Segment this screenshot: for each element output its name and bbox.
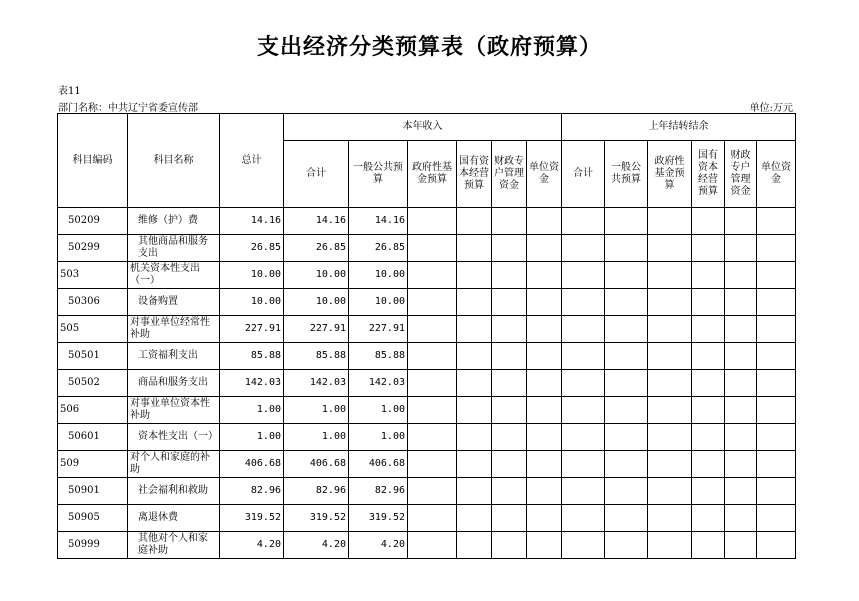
cell-empty	[757, 451, 796, 478]
cell-empty	[725, 424, 757, 451]
cell-empty	[492, 451, 527, 478]
cell-code: 505	[58, 316, 128, 343]
header-name: 科目名称	[128, 114, 220, 208]
cell-empty	[527, 235, 562, 262]
cell-empty	[562, 532, 605, 559]
cell-name: 社会福利和救助	[128, 478, 220, 505]
cell-total: 406.68	[220, 451, 284, 478]
cell-empty	[457, 262, 492, 289]
table-row	[58, 370, 796, 397]
cell-total: 1.00	[220, 397, 284, 424]
cell-code: 50601	[58, 424, 128, 451]
cell-code: 50501	[58, 343, 128, 370]
cell-empty	[648, 235, 692, 262]
cell-empty	[527, 451, 562, 478]
cell-empty	[408, 316, 457, 343]
header-prior-special-account: 财政专户管理资金	[725, 141, 757, 208]
cell-name: 离退休费	[128, 505, 220, 532]
cell-cur-sum: 85.88	[284, 343, 349, 370]
cell-empty	[692, 262, 725, 289]
cell-name: 其他对个人和家庭补助	[128, 532, 220, 559]
cell-name: 其他商品和服务支出	[128, 235, 220, 262]
table-row	[58, 289, 796, 316]
header-prior-state-capital: 国有资本经营预算	[692, 141, 725, 208]
header-prior-unit-funds: 单位资金	[757, 141, 796, 208]
header-cur-general: 一般公共预算	[349, 141, 408, 208]
cell-empty	[457, 289, 492, 316]
cell-empty	[648, 316, 692, 343]
cell-empty	[605, 370, 648, 397]
cell-empty	[527, 289, 562, 316]
header-prior-fund: 政府性基金预算	[648, 141, 692, 208]
cell-empty	[527, 478, 562, 505]
cell-empty	[692, 370, 725, 397]
cell-cur-sum: 10.00	[284, 262, 349, 289]
cell-empty	[692, 397, 725, 424]
table-row	[58, 235, 796, 262]
cell-empty	[725, 316, 757, 343]
cell-empty	[457, 505, 492, 532]
cell-empty	[605, 235, 648, 262]
cell-empty	[408, 370, 457, 397]
cell-empty	[562, 208, 605, 235]
cell-empty	[692, 451, 725, 478]
cell-empty	[605, 343, 648, 370]
cell-cur-general: 26.85	[349, 235, 408, 262]
cell-total: 82.96	[220, 478, 284, 505]
cell-empty	[725, 235, 757, 262]
cell-empty	[725, 505, 757, 532]
cell-empty	[527, 316, 562, 343]
table-row	[58, 505, 796, 532]
cell-empty	[457, 532, 492, 559]
cell-total: 142.03	[220, 370, 284, 397]
header-cur-sum: 合计	[284, 141, 349, 208]
cell-code: 50306	[58, 289, 128, 316]
cell-cur-general: 82.96	[349, 478, 408, 505]
cell-code: 50299	[58, 235, 128, 262]
cell-empty	[457, 397, 492, 424]
cell-empty	[757, 289, 796, 316]
table-number: 表11	[58, 86, 81, 97]
cell-code: 50905	[58, 505, 128, 532]
table-row	[58, 532, 796, 559]
cell-name: 资本性支出（一）	[128, 424, 220, 451]
cell-empty	[527, 424, 562, 451]
cell-name: 对事业单位资本性补助	[128, 397, 220, 424]
page-title: 支出经济分类预算表（政府预算）	[256, 34, 602, 60]
cell-empty	[527, 370, 562, 397]
cell-empty	[492, 370, 527, 397]
cell-empty	[527, 505, 562, 532]
cell-cur-general: 10.00	[349, 262, 408, 289]
budget-table	[57, 113, 796, 559]
cell-cur-general: 227.91	[349, 316, 408, 343]
cell-empty	[457, 424, 492, 451]
cell-cur-general: 4.20	[349, 532, 408, 559]
table-row	[58, 262, 796, 289]
cell-empty	[492, 289, 527, 316]
cell-empty	[562, 424, 605, 451]
header-prior-sum: 合计	[562, 141, 605, 208]
cell-empty	[457, 478, 492, 505]
header-prior-general: 一般公共预算	[605, 141, 648, 208]
cell-empty	[757, 424, 796, 451]
cell-empty	[648, 289, 692, 316]
cell-empty	[725, 397, 757, 424]
cell-cur-general: 319.52	[349, 505, 408, 532]
cell-empty	[562, 316, 605, 343]
cell-total: 85.88	[220, 343, 284, 370]
cell-empty	[492, 235, 527, 262]
cell-empty	[648, 370, 692, 397]
table-row	[58, 343, 796, 370]
cell-empty	[492, 343, 527, 370]
cell-empty	[408, 343, 457, 370]
cell-empty	[725, 370, 757, 397]
cell-empty	[692, 316, 725, 343]
cell-empty	[408, 262, 457, 289]
cell-empty	[757, 478, 796, 505]
cell-empty	[605, 505, 648, 532]
cell-empty	[605, 424, 648, 451]
cell-empty	[492, 424, 527, 451]
cell-cur-sum: 4.20	[284, 532, 349, 559]
cell-empty	[648, 532, 692, 559]
cell-empty	[492, 478, 527, 505]
cell-empty	[757, 208, 796, 235]
table-row	[58, 451, 796, 478]
header-code: 科目编码	[58, 114, 128, 208]
header-cur-state-capital: 国有资本经营预算	[457, 141, 492, 208]
cell-cur-sum: 10.00	[284, 289, 349, 316]
cell-empty	[725, 289, 757, 316]
cell-code: 50209	[58, 208, 128, 235]
cell-name: 工资福利支出	[128, 343, 220, 370]
header-cur-special-account: 财政专户管理资金	[492, 141, 527, 208]
cell-cur-sum: 1.00	[284, 397, 349, 424]
cell-cur-general: 10.00	[349, 289, 408, 316]
cell-empty	[527, 262, 562, 289]
cell-empty	[492, 316, 527, 343]
cell-empty	[562, 505, 605, 532]
cell-empty	[648, 208, 692, 235]
cell-empty	[757, 235, 796, 262]
cell-empty	[408, 235, 457, 262]
cell-empty	[692, 478, 725, 505]
cell-total: 10.00	[220, 289, 284, 316]
cell-empty	[562, 397, 605, 424]
cell-empty	[562, 451, 605, 478]
cell-empty	[457, 343, 492, 370]
cell-empty	[457, 370, 492, 397]
cell-empty	[457, 451, 492, 478]
table-body	[58, 208, 796, 559]
cell-empty	[457, 208, 492, 235]
cell-empty	[757, 370, 796, 397]
table-row	[58, 316, 796, 343]
cell-empty	[757, 532, 796, 559]
cell-empty	[648, 397, 692, 424]
cell-empty	[527, 532, 562, 559]
table-row	[58, 424, 796, 451]
cell-total: 4.20	[220, 532, 284, 559]
cell-empty	[757, 505, 796, 532]
cell-cur-general: 85.88	[349, 343, 408, 370]
cell-empty	[605, 451, 648, 478]
cell-empty	[408, 424, 457, 451]
cell-empty	[527, 343, 562, 370]
cell-cur-sum: 82.96	[284, 478, 349, 505]
cell-cur-sum: 26.85	[284, 235, 349, 262]
cell-cur-general: 406.68	[349, 451, 408, 478]
cell-code: 506	[58, 397, 128, 424]
cell-empty	[725, 478, 757, 505]
cell-empty	[648, 424, 692, 451]
cell-empty	[725, 343, 757, 370]
cell-empty	[408, 451, 457, 478]
cell-cur-general: 1.00	[349, 397, 408, 424]
cell-empty	[562, 289, 605, 316]
cell-empty	[562, 262, 605, 289]
cell-name: 对事业单位经常性补助	[128, 316, 220, 343]
cell-empty	[725, 532, 757, 559]
department-name: 部门名称：中共辽宁省委宣传部	[58, 103, 198, 114]
cell-cur-general: 1.00	[349, 424, 408, 451]
table-row	[58, 397, 796, 424]
cell-empty	[757, 343, 796, 370]
cell-cur-general: 142.03	[349, 370, 408, 397]
cell-empty	[562, 370, 605, 397]
cell-empty	[692, 289, 725, 316]
cell-empty	[457, 316, 492, 343]
cell-cur-general: 14.16	[349, 208, 408, 235]
cell-name: 维修（护）费	[128, 208, 220, 235]
cell-empty	[692, 343, 725, 370]
cell-empty	[757, 397, 796, 424]
table-row	[58, 478, 796, 505]
cell-empty	[605, 316, 648, 343]
cell-empty	[492, 397, 527, 424]
cell-cur-sum: 14.16	[284, 208, 349, 235]
header-current-income: 本年收入	[284, 114, 562, 141]
cell-name: 设备购置	[128, 289, 220, 316]
cell-empty	[648, 451, 692, 478]
cell-empty	[408, 532, 457, 559]
cell-empty	[605, 478, 648, 505]
cell-empty	[725, 262, 757, 289]
cell-total: 319.52	[220, 505, 284, 532]
cell-name: 机关资本性支出（一）	[128, 262, 220, 289]
cell-cur-sum: 319.52	[284, 505, 349, 532]
cell-empty	[562, 343, 605, 370]
cell-cur-sum: 142.03	[284, 370, 349, 397]
cell-empty	[692, 505, 725, 532]
cell-empty	[527, 397, 562, 424]
cell-empty	[408, 289, 457, 316]
cell-empty	[692, 424, 725, 451]
cell-empty	[725, 208, 757, 235]
cell-code: 50901	[58, 478, 128, 505]
cell-empty	[492, 208, 527, 235]
cell-empty	[692, 208, 725, 235]
header-cur-unit-funds: 单位资金	[527, 141, 562, 208]
cell-empty	[757, 262, 796, 289]
cell-code: 509	[58, 451, 128, 478]
cell-total: 26.85	[220, 235, 284, 262]
cell-empty	[527, 208, 562, 235]
cell-empty	[492, 505, 527, 532]
cell-empty	[725, 451, 757, 478]
cell-empty	[605, 397, 648, 424]
cell-empty	[457, 235, 492, 262]
cell-empty	[605, 532, 648, 559]
cell-empty	[492, 532, 527, 559]
cell-total: 1.00	[220, 424, 284, 451]
cell-cur-sum: 1.00	[284, 424, 349, 451]
cell-cur-sum: 406.68	[284, 451, 349, 478]
cell-empty	[492, 262, 527, 289]
cell-total: 14.16	[220, 208, 284, 235]
cell-empty	[605, 289, 648, 316]
cell-empty	[408, 208, 457, 235]
cell-empty	[562, 235, 605, 262]
cell-code: 503	[58, 262, 128, 289]
cell-empty	[562, 478, 605, 505]
header-total: 总计	[220, 114, 284, 208]
cell-total: 227.91	[220, 316, 284, 343]
cell-empty	[408, 505, 457, 532]
cell-empty	[648, 262, 692, 289]
cell-empty	[408, 478, 457, 505]
cell-cur-sum: 227.91	[284, 316, 349, 343]
cell-empty	[408, 397, 457, 424]
header-cur-fund: 政府性基金预算	[408, 141, 457, 208]
cell-name: 商品和服务支出	[128, 370, 220, 397]
cell-empty	[648, 505, 692, 532]
header-prior-carryover: 上年结转结余	[562, 114, 796, 141]
cell-name: 对个人和家庭的补助	[128, 451, 220, 478]
cell-empty	[692, 235, 725, 262]
cell-empty	[648, 343, 692, 370]
cell-code: 50502	[58, 370, 128, 397]
cell-empty	[648, 478, 692, 505]
cell-empty	[605, 262, 648, 289]
unit-label: 单位:万元	[749, 103, 793, 114]
cell-empty	[757, 316, 796, 343]
cell-empty	[605, 208, 648, 235]
cell-empty	[692, 532, 725, 559]
table-row	[58, 208, 796, 235]
cell-total: 10.00	[220, 262, 284, 289]
cell-code: 50999	[58, 532, 128, 559]
